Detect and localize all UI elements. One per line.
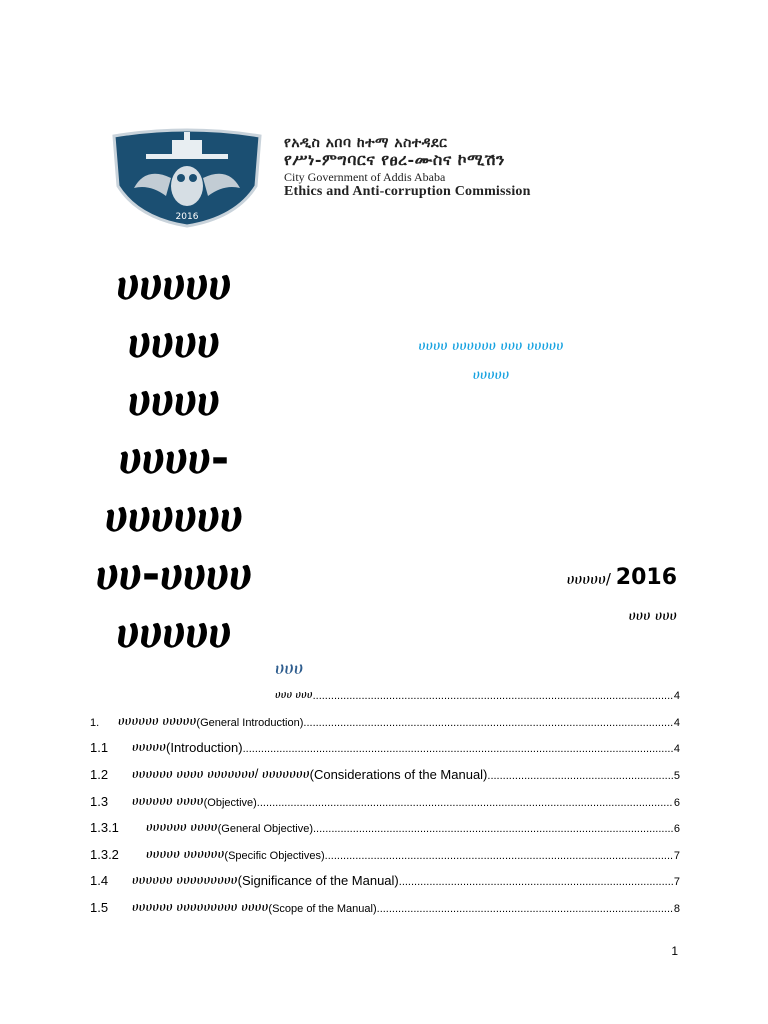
toc-entry-number: 1.1 xyxy=(90,740,109,755)
toc-entry-page: 7 xyxy=(673,876,680,888)
title-line: ሀሀሀሀ- xyxy=(118,433,230,484)
toc-entry-page: 7 xyxy=(673,850,680,862)
toc-entry-page: 6 xyxy=(673,797,680,809)
toc-leader-dots xyxy=(303,717,672,729)
letterhead-english-city: City Government of Addis Ababa xyxy=(284,170,446,184)
toc-leader-dots xyxy=(325,850,673,862)
toc-entry-number: 1.5 xyxy=(90,900,109,915)
toc-entry-english: (Significance of the Manual) xyxy=(237,873,399,888)
toc-entry-page: 4 xyxy=(673,690,680,702)
commission-emblem-icon xyxy=(106,126,268,228)
toc-entry[interactable] xyxy=(90,680,680,702)
toc-entry-title: ሀሀሀሀሀሀ ሀሀሀሀሀሀሀሀሀ ሀሀሀሀ xyxy=(132,899,269,914)
toc-entry[interactable] xyxy=(90,866,680,888)
svg-text:2016: 2016 xyxy=(175,212,199,222)
toc-entry[interactable] xyxy=(90,733,680,755)
letterhead-english-commission: Ethics and Anti-corruption Commission xyxy=(284,184,531,199)
toc-entry-english: (Introduction) xyxy=(166,740,243,755)
toc-entry-title: ሀሀሀ ሀሀሀ xyxy=(275,689,313,701)
subtitle-line: ሀሀሀሀሀ xyxy=(472,367,510,383)
toc-leader-dots xyxy=(257,797,673,809)
document-date xyxy=(567,565,677,590)
toc-entry[interactable] xyxy=(90,840,680,862)
toc-leader-dots xyxy=(399,876,673,888)
toc-leader-dots xyxy=(243,743,673,755)
toc-entry-page: 6 xyxy=(673,823,680,835)
date-year: 2016 xyxy=(615,565,677,590)
title-line: ሀሀሀሀሀሀ xyxy=(104,491,244,542)
toc-entry-number: 1.3 xyxy=(90,794,109,809)
toc-entry-number: 1.4 xyxy=(90,873,109,888)
toc-entry-title: ሀሀሀሀሀሀ ሀሀሀሀ ሀሀሀሀሀሀሀ/ ሀሀሀሀሀሀሀ xyxy=(132,766,310,781)
title-line: ሀሀሀሀሀ xyxy=(116,259,232,310)
toc-leader-dots xyxy=(313,823,673,835)
date-prefix: ሀሀሀሀሀ/ xyxy=(566,570,611,588)
toc-entry-page: 5 xyxy=(673,770,680,782)
toc-entry-english: (Scope of the Manual) xyxy=(268,903,377,915)
toc-entry-title: ሀሀሀሀሀ xyxy=(132,739,166,754)
toc-entry-number: 1.2 xyxy=(90,767,109,782)
toc-entry-english: (General Introduction) xyxy=(196,717,304,729)
toc-entry-english: (General Objective) xyxy=(217,823,313,835)
letterhead-text xyxy=(284,136,531,199)
title-line: ሀሀሀሀሀ xyxy=(116,607,232,658)
letterhead-amharic-commission: የሥነ-ምግባርና የፀረ-ሙስና ኮሚሽን xyxy=(284,150,505,169)
title-line: ሀሀሀሀ xyxy=(127,317,221,368)
toc-entry-title: ሀሀሀሀሀሀ ሀሀሀሀ xyxy=(132,793,204,808)
toc-entry[interactable] xyxy=(90,760,680,782)
toc-heading: ሀሀሀ xyxy=(275,658,304,679)
toc-entry[interactable] xyxy=(90,893,680,915)
toc-entry-number: 1.3.2 xyxy=(90,847,119,862)
toc-entry[interactable] xyxy=(90,787,680,809)
toc-entry-page: 4 xyxy=(673,743,680,755)
toc-leader-dots xyxy=(377,903,673,915)
toc-entry-page: 8 xyxy=(673,903,680,915)
document-subtitle xyxy=(376,332,606,390)
toc-entry-number: 1.3.1 xyxy=(90,820,119,835)
toc-entry-english: (Specific Objectives) xyxy=(224,850,325,862)
toc-leader-dots xyxy=(313,690,673,702)
toc-entry-english: (Objective) xyxy=(203,797,257,809)
letterhead-amharic-city: የአዲስ አበባ ከተማ አስተዳደር xyxy=(284,135,448,151)
toc-entry[interactable] xyxy=(90,707,680,729)
toc-entry-number: 1. xyxy=(90,717,100,729)
toc-entry-title: ሀሀሀሀሀሀ ሀሀሀሀሀ xyxy=(118,713,197,728)
toc-leader-dots xyxy=(487,770,672,782)
title-line: ሀሀሀሀ xyxy=(127,375,221,426)
toc-entry-english: (Considerations of the Manual) xyxy=(309,767,488,782)
toc-entry-title: ሀሀሀሀሀሀ ሀሀሀሀሀሀሀሀሀ xyxy=(132,872,238,887)
toc-entry-title: ሀሀሀሀሀ ሀሀሀሀሀሀ xyxy=(146,846,225,861)
document-place: ሀሀሀ ሀሀሀ xyxy=(628,608,677,624)
document-title xyxy=(88,256,260,662)
toc-entry-page: 4 xyxy=(673,717,680,729)
letterhead-logo xyxy=(100,122,680,232)
page-number: 1 xyxy=(671,944,678,958)
toc-entry-title: ሀሀሀሀሀሀ ሀሀሀሀ xyxy=(146,819,218,834)
title-line: ሀሀ-ሀሀሀሀ xyxy=(95,549,253,600)
subtitle-line: ሀሀሀሀ ሀሀሀሀሀሀ ሀሀሀ ሀሀሀሀሀ xyxy=(418,338,564,354)
toc-entry[interactable] xyxy=(90,813,680,835)
